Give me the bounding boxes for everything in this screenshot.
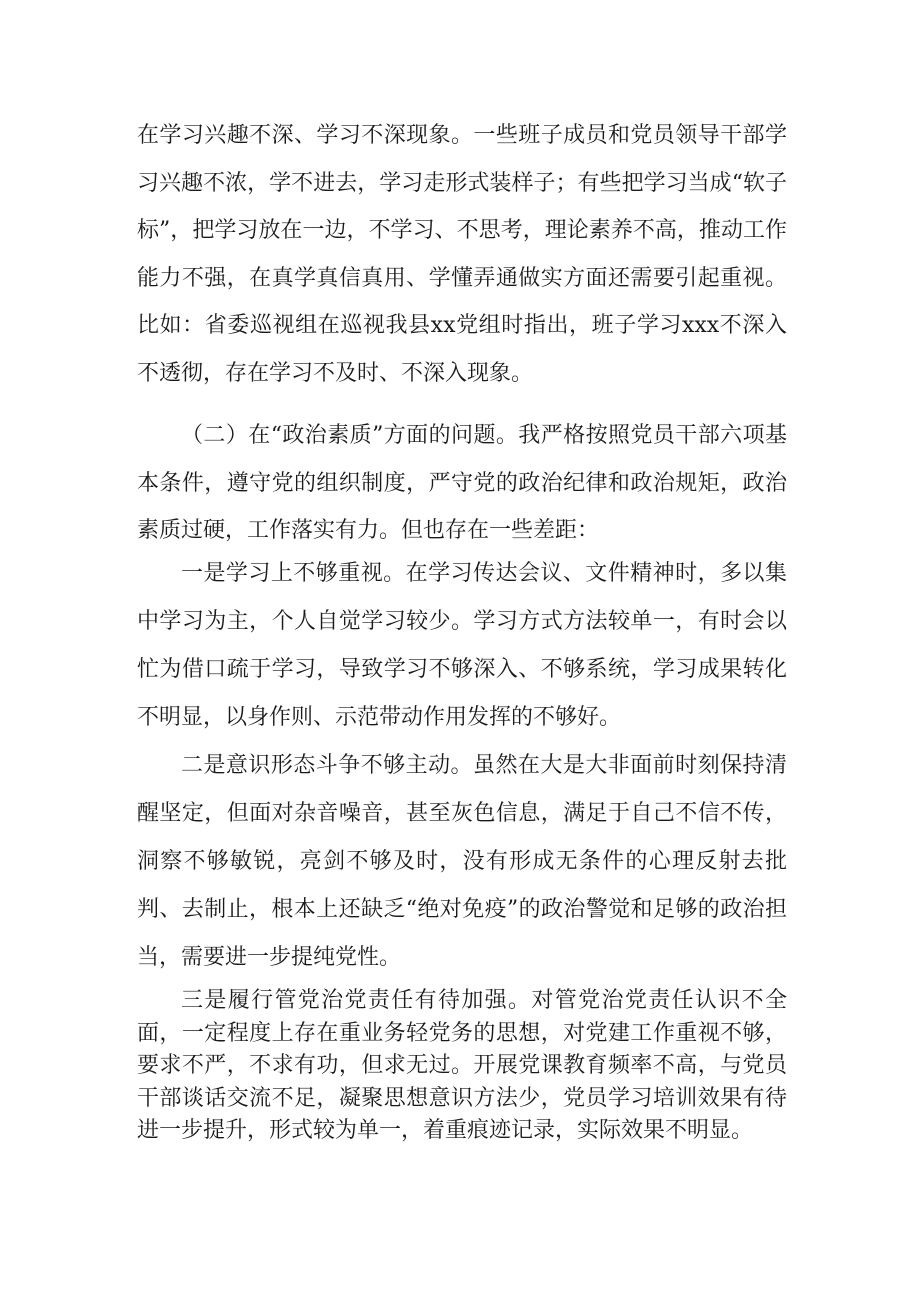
- paragraph-ideology-struggle: 二是意识形态斗争不够主动。虽然在大是大非面前时刻保持清醒坚定，但面对杂音噪音，甚至灰色信息，满足于自己不信不传，洞察不够敏锐，亮剑不够及时，没有形成无条件的心理反射去批判、去制止，根本上还缺乏“绝对免疫”的政治警觉和足够的政治担当，需要进一步提纯党性。: [137, 753, 787, 970]
- paragraph-political-quality-heading: （二）在“政治素质”方面的问题。我严格按照党员干部六项基本条件，遵守党的组织制度，严守党的政治纪律和政治规矩，政治素质过硬，工作落实有力。但也存在一些差距：: [137, 423, 787, 543]
- paragraph-study-interest: 在学习兴趣不深、学习不深现象。一些班子成员和党员领导干部学习兴趣不浓，学不进去，学习走形式装样子；有些把学习当成“软子标”，把学习放在一边，不学习、不思考，理论素养不高，推动工作能力不强，在真学真信真用、学懂弄通做实方面还需要引起重视。比如：省委巡视组在巡视我县xx党组时指出，班子学习xxx不深入不透彻，存在学习不及时、不深入现象。: [137, 123, 787, 386]
- paragraph-party-governance: 三是履行管党治党责任有待加强。对管党治党责任认识不全面，一定程度上存在重业务轻党务的思想，对党建工作重视不够，要求不严，不求有功，但求无过。开展党课教育频率不高，与党员干部谈话交流不足，凝聚思想意识方法少，党员学习培训效果有待进一步提升，形式较为单一，着重痕迹记录，实际效果不明显。: [137, 988, 787, 1143]
- paragraph-study-attention: 一是学习上不够重视。在学习传达会议、文件精神时，多以集中学习为主，个人自觉学习较少。学习方式方法较单一，有时会以忙为借口疏于学习，导致学习不够深入、不够系统，学习成果转化不明显，以身作则、示范带动作用发挥的不够好。: [137, 561, 787, 730]
